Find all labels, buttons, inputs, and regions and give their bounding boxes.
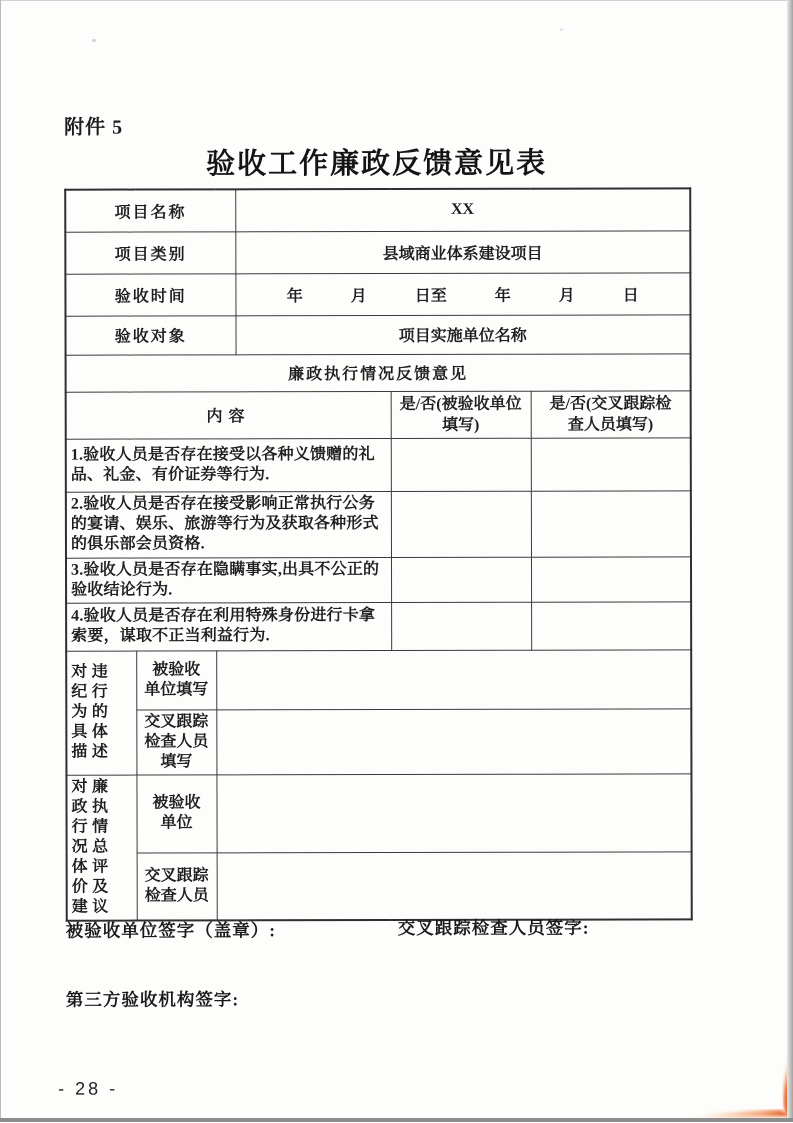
orange-corner-scan-artifact bbox=[653, 1032, 793, 1122]
description-row-1 bbox=[66, 649, 691, 709]
inspector-signature-label: 交叉跟踪检查人员签字: bbox=[397, 917, 590, 938]
page-title: 验收工作廉政反馈意见表 bbox=[206, 147, 548, 181]
question-1-text: 1.验收人员是否存在接受以各种义馈赠的礼品、礼金、有价证券等行为. bbox=[66, 438, 391, 492]
scan-edge-left bbox=[0, 0, 1, 1122]
description-unit-sublabel: 被验收 单位填写 bbox=[136, 650, 216, 709]
table-row bbox=[65, 188, 690, 231]
evaluation-row-1 bbox=[66, 773, 691, 853]
evaluation-unit-cell bbox=[216, 773, 691, 852]
page-number: - 28 - bbox=[58, 1078, 119, 1099]
table-row bbox=[65, 314, 690, 354]
answer-cell-inspector-4 bbox=[531, 601, 691, 649]
description-unit-cell bbox=[216, 649, 691, 709]
evaluation-inspector-cell bbox=[217, 852, 692, 920]
question-2-text: 2.验收人员是否存在接受影响正常执行公务的宴请、娱乐、旅游等行为及获取各种形式的俱乐部会员资格. bbox=[66, 491, 391, 558]
acceptance-target-label: 验收对象 bbox=[65, 315, 235, 354]
scan-speck bbox=[560, 28, 563, 31]
scan-edge-right bbox=[787, 0, 793, 1122]
answer-cell-inspector-2 bbox=[531, 490, 691, 556]
question-row-2 bbox=[66, 490, 691, 557]
table-header-row bbox=[66, 390, 691, 438]
violation-description-label: 对违纪行 为的具体 描述 bbox=[66, 651, 136, 775]
overall-evaluation-label: 对廉政执 行情况总 体评价及 建议 bbox=[66, 775, 136, 921]
project-type-value: 县域商业体系建设项目 bbox=[235, 230, 690, 273]
content-column-header: 内容 bbox=[66, 391, 391, 439]
yesno-inspector-column-header: 是/否(交叉跟踪检 查人员填写) bbox=[531, 390, 691, 437]
description-inspector-sublabel: 交叉跟踪 检查人员 填写 bbox=[136, 709, 216, 774]
question-row-4 bbox=[66, 601, 691, 650]
project-type-label: 项目类别 bbox=[65, 231, 235, 273]
third-party-signature-label: 第三方验收机构签字: bbox=[65, 989, 240, 1010]
acceptance-time-value: 年 月 日至 年 月 日 bbox=[235, 272, 690, 315]
question-row-3 bbox=[66, 556, 691, 602]
evaluation-row-2 bbox=[67, 852, 692, 921]
answer-cell-inspector-1 bbox=[531, 437, 691, 490]
table-row bbox=[65, 230, 690, 273]
project-name-value: XX bbox=[235, 188, 690, 231]
evaluation-inspector-sublabel: 交叉跟踪 检查人员 bbox=[137, 853, 217, 920]
answer-cell-unit-4 bbox=[391, 602, 531, 650]
scan-edge-top bbox=[0, 0, 793, 1]
answer-cell-inspector-3 bbox=[531, 556, 691, 601]
acceptance-time-label: 验收时间 bbox=[65, 273, 235, 315]
project-name-label: 项目名称 bbox=[65, 189, 235, 231]
scan-speck bbox=[92, 39, 96, 42]
answer-cell-unit-1 bbox=[391, 438, 531, 491]
section-header: 廉政执行情况反馈意见 bbox=[66, 353, 691, 391]
question-row-1 bbox=[66, 437, 691, 491]
table-row bbox=[65, 272, 690, 315]
question-3-text: 3.验收人员是否存在隐瞒事实,出具不公正的验收结论行为. bbox=[66, 557, 391, 603]
feedback-form-table bbox=[64, 187, 693, 921]
scan-edge-bottom bbox=[0, 1118, 793, 1122]
description-inspector-cell bbox=[216, 708, 691, 774]
answer-cell-unit-2 bbox=[391, 491, 531, 557]
attachment-label: 附件 5 bbox=[64, 116, 124, 139]
answer-cell-unit-3 bbox=[391, 557, 531, 602]
unit-signature-label: 被验收单位签字（盖章）: bbox=[65, 920, 277, 941]
evaluation-unit-sublabel: 被验收 单位 bbox=[136, 774, 216, 852]
question-4-text: 4.验收人员是否存在利用特殊身份进行卡拿索要，谋取不正当利益行为. bbox=[66, 602, 391, 651]
yesno-unit-column-header: 是/否(被验收单位 填写) bbox=[391, 391, 531, 438]
table-row bbox=[66, 353, 691, 391]
description-row-2 bbox=[66, 708, 691, 774]
acceptance-target-value: 项目实施单位名称 bbox=[235, 314, 690, 354]
